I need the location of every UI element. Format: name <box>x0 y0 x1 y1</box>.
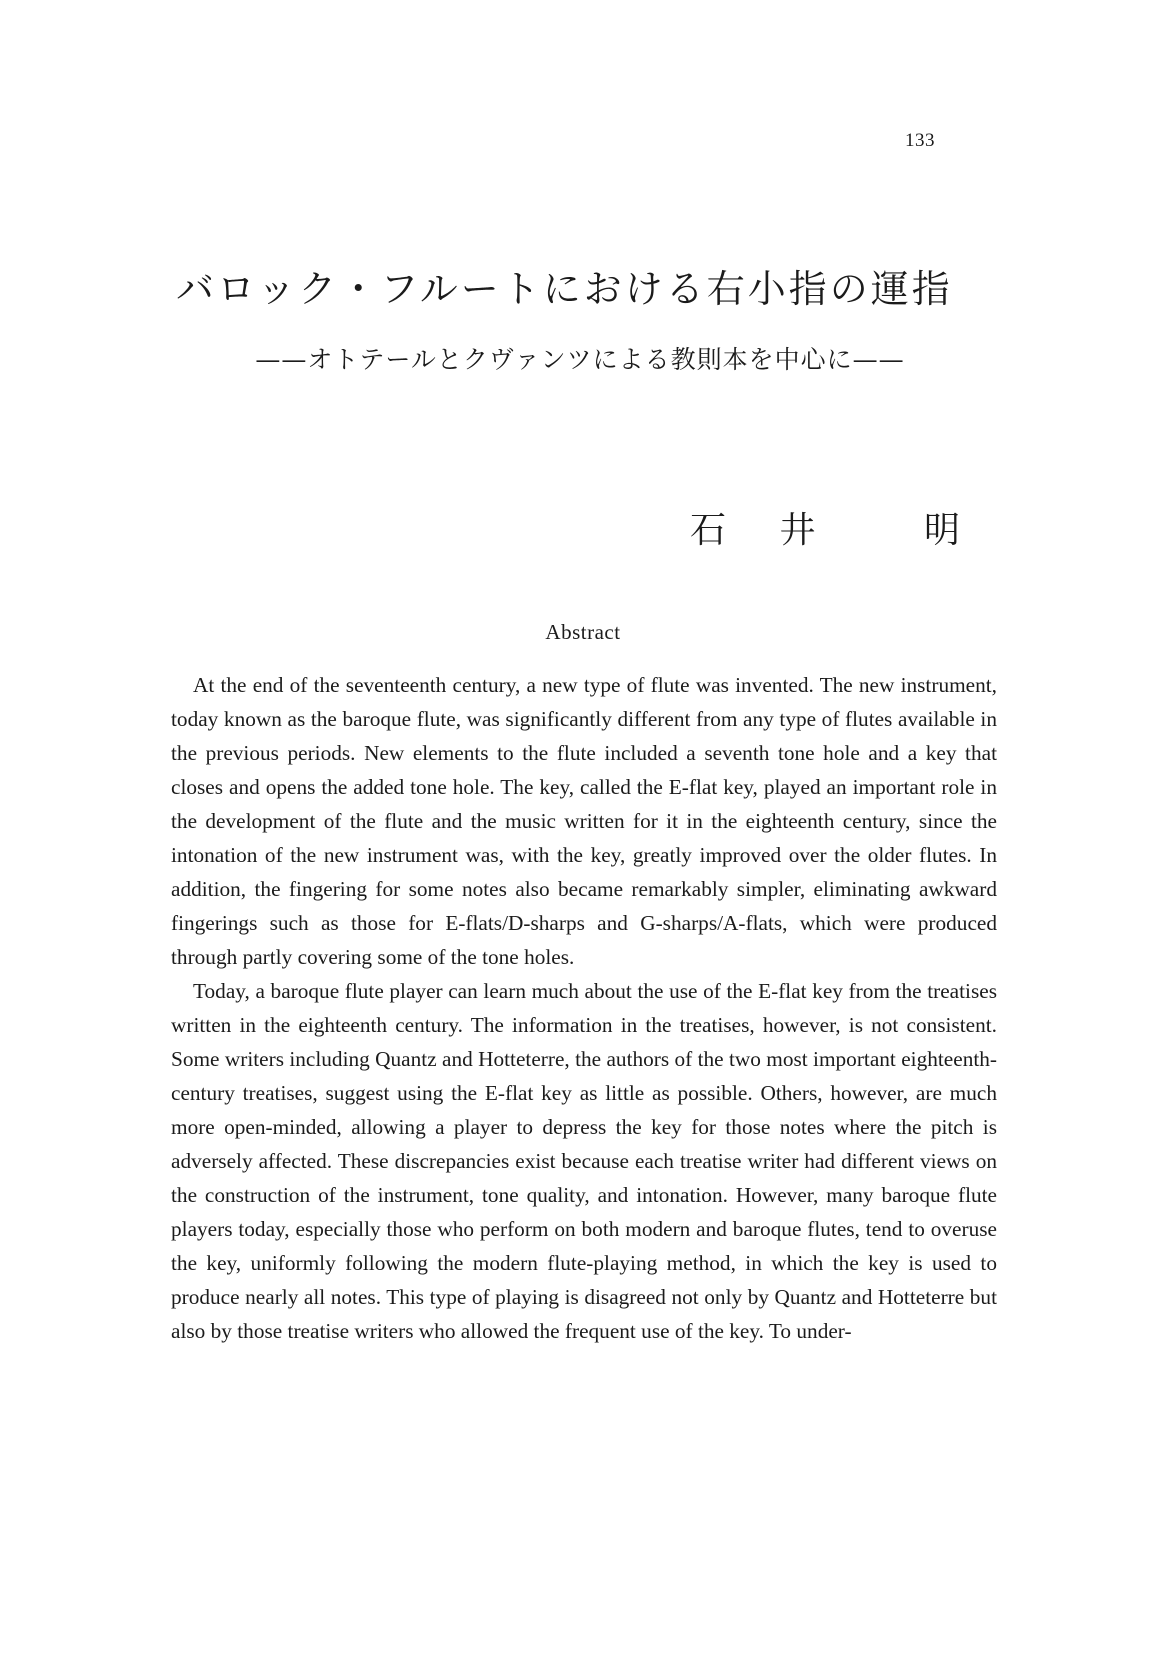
abstract-paragraph-2: Today, a baroque flute player can learn much about the use of the E-flat key from the treatises written in the eighteenth century. The information in the treatises, however, is not consistent. Some writers including Quantz and Hotteterre, the authors of the two most important eighteenth-century treatises, suggest using the E-flat key as little as possible. Others, however, are much more open-minded, allowing a player to depress the key for those notes where the pitch is adversely affected. These discrepancies exist because each treatise writer had different views on the construction of the instrument, tone quality, and intonation. However, many baroque flute players today, especially those who perform on both modern and baroque flutes, tend to overuse the key, uniformly following the modern flute-playing method, in which the key is used to produce nearly all notes. This type of playing is disagreed not only by Quantz and Hotteterre but also by those treatise writers who allowed the frequent use of the key. To under- <box>171 979 997 1343</box>
paper-title: バロック・フルートにおける右小指の運指 <box>176 267 953 311</box>
abstract-body <box>171 668 997 1348</box>
author-surname-char-1: 石 <box>690 510 727 551</box>
page-number: 133 <box>905 130 935 151</box>
author-name <box>690 502 960 553</box>
paper-subtitle: ——オトテールとクヴァンツによる教則本を中心に—— <box>255 345 905 374</box>
abstract-paragraph-1: At the end of the seventeenth century, a new type of flute was invented. The new instrument, today known as the baroque flute, was significantly different from any type of flutes available in the previous periods. New elements to the flute included a seventh tone hole and a key that closes and opens the added tone hole. The key, called the E-flat key, played an important role in the development of the flute and the music written for it in the eighteenth century, since the intonation of the new instrument was, with the key, greatly improved over the older flutes. In addition, the fingering for some notes also became remarkably simpler, eliminating awkward fingerings such as those for E-flats/D-sharps and G-sharps/A-flats, which were produced through partly covering some of the tone holes. <box>171 673 997 969</box>
abstract-heading: Abstract <box>545 620 621 644</box>
author-surname-char-2: 井 <box>779 510 816 551</box>
author-given-name: 明 <box>923 510 960 551</box>
